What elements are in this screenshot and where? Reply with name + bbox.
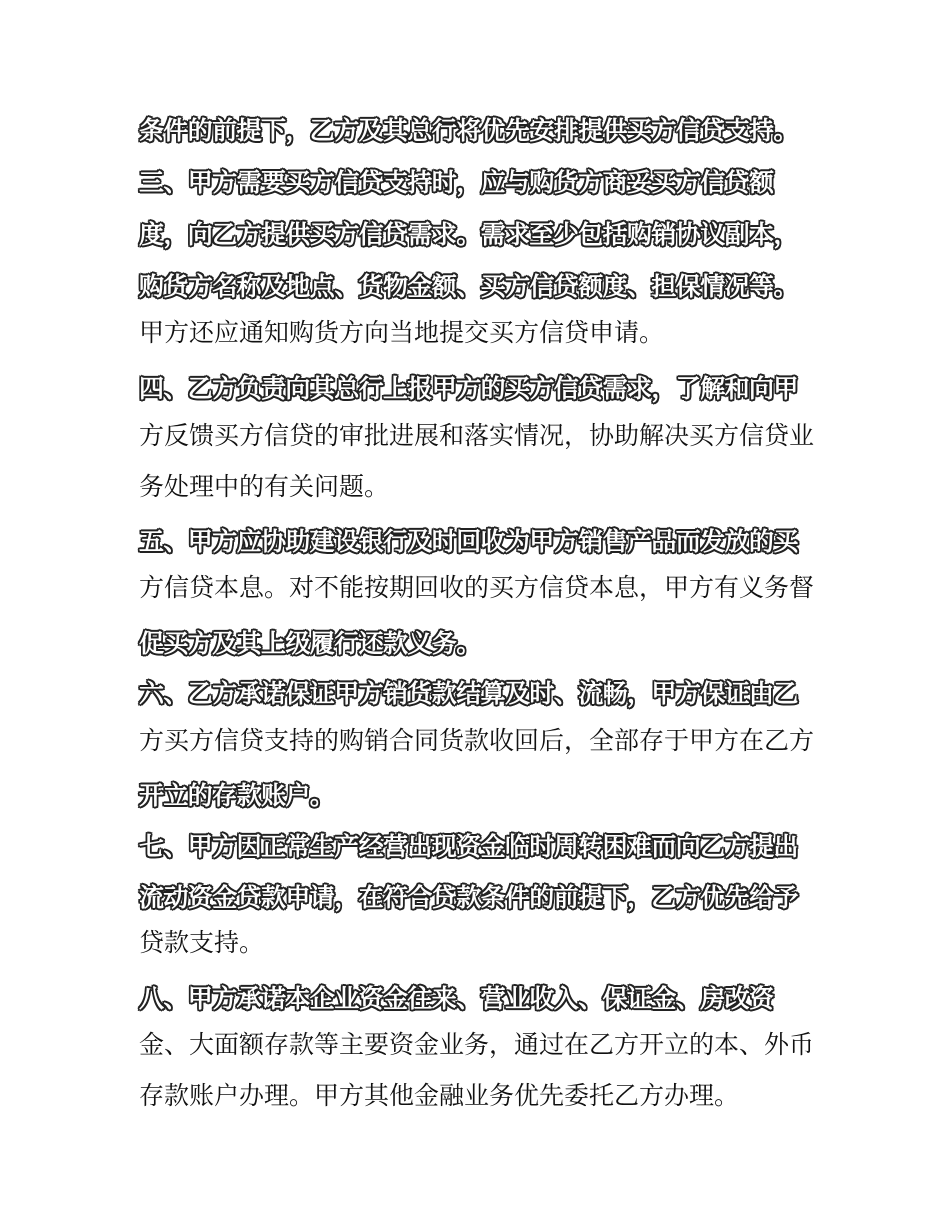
text-line: 甲方还应通知购货方向当地提交买方信贷申请。	[139, 318, 665, 347]
text-line: 购货方名称及地点、货物金额、买方信贷额度、担保情况等。	[139, 272, 798, 301]
text-line: 三、甲方需要买方信贷支持时，应与购货方商妥买方信贷额	[139, 168, 774, 197]
text-line: 金、大面额存款等主要资金业务，通过在乙方开立的本、外币	[139, 1030, 815, 1059]
text-line: 方反馈买方信贷的审批进展和落实情况，协助解决买方信贷业	[139, 421, 815, 450]
text-line: 五、甲方应协助建设银行及时回收为甲方销售产品而发放的买	[139, 527, 798, 556]
text-line: 促买方及其上级履行还款义务。	[139, 629, 481, 658]
text-line: 方买方信贷支持的购销合同货款收回后，全部存于甲方在乙方	[139, 726, 815, 755]
text-line: 务处理中的有关问题。	[139, 472, 390, 501]
text-line: 方信贷本息。对不能按期回收的买方信贷本息，甲方有义务督	[139, 573, 815, 602]
text-line: 开立的存款账户。	[139, 781, 335, 810]
text-line: 四、乙方负责向其总行上报甲方的买方信贷需求，了解和向甲	[139, 374, 798, 403]
text-line: 贷款支持。	[139, 928, 265, 957]
text-line: 度，向乙方提供买方信贷需求。需求至少包括购销协议副本，	[139, 220, 798, 249]
text-line: 条件的前提下，乙方及其总行将优先安排提供买方信贷支持。	[139, 116, 798, 145]
text-line: 七、甲方因正常生产经营出现资金临时周转困难而向乙方提出	[139, 832, 798, 861]
text-line: 存款账户办理。甲方其他金融业务优先委托乙方办理。	[139, 1081, 740, 1110]
text-line: 八、甲方承诺本企业资金往来、营业收入、保证金、房改资	[139, 984, 774, 1013]
text-line: 六、乙方承诺保证甲方销货款结算及时、流畅，甲方保证由乙	[139, 679, 798, 708]
text-line: 流动资金贷款申请，在符合贷款条件的前提下，乙方优先给予	[139, 883, 798, 912]
